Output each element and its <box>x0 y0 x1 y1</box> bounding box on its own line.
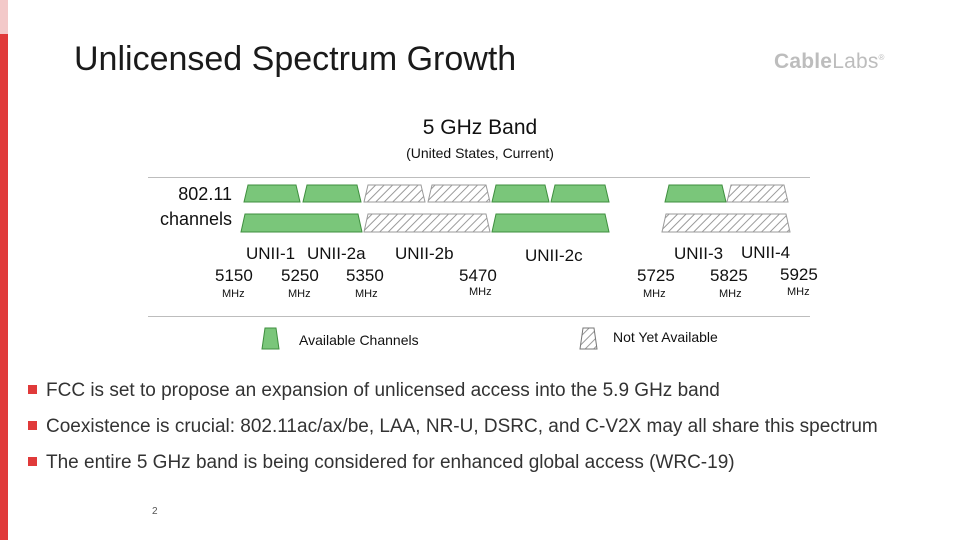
bullet-text: Coexistence is crucial: 802.11ac/ax/be, LAA, NR-U, DSRC, and C-V2X may all share this spectrum <box>46 416 878 437</box>
unit-label: MHz <box>469 286 492 298</box>
channel-not-available <box>662 214 790 232</box>
legend-available-label: Available Channels <box>299 332 419 348</box>
channel-available <box>492 214 609 232</box>
bullet-square-icon <box>28 421 37 430</box>
freq-5350: 5350 <box>346 266 384 285</box>
channel-not-available <box>364 214 490 232</box>
channel-available <box>551 185 609 202</box>
channel-available <box>241 214 362 232</box>
freq-5725: 5725 <box>637 266 675 285</box>
bullet-list <box>28 378 928 486</box>
channel-available <box>665 185 726 202</box>
band-title: 5 GHz Band <box>422 116 538 139</box>
unii-2a-label: UNII-2a <box>307 244 366 263</box>
bullet-text: The entire 5 GHz band is being considered for enhanced global access (WRC-19) <box>46 452 735 473</box>
bullet-text: FCC is set to propose an expansion of unlicensed access into the 5.9 GHz band <box>46 380 720 401</box>
unit-label: MHz <box>719 288 742 300</box>
band-subtitle: (United States, Current) <box>406 145 554 161</box>
channels-label: 802.11 channels <box>159 184 232 229</box>
legend-not-available-label: Not Yet Available <box>613 329 718 345</box>
legend-not-available-swatch <box>580 328 597 349</box>
channel-available <box>303 185 361 202</box>
unii-2b-label: UNII-2b <box>395 244 454 263</box>
unii-2c-label: UNII-2c <box>525 246 583 265</box>
page-number: 2 <box>152 506 158 517</box>
channel-not-available <box>364 185 425 202</box>
unit-label: MHz <box>355 288 378 300</box>
unit-label: MHz <box>288 288 311 300</box>
channel-not-available <box>428 185 490 202</box>
unit-label: MHz <box>222 288 245 300</box>
unit-label: MHz <box>787 286 810 298</box>
bullet-item <box>28 414 928 439</box>
unii-4-label: UNII-4 <box>741 243 791 262</box>
logo-text-labs: Labs <box>832 50 879 73</box>
bullet-square-icon <box>28 385 37 394</box>
slide-title: Unlicensed Spectrum Growth <box>74 40 517 78</box>
bullet-item <box>28 450 928 475</box>
freq-5825: 5825 <box>710 266 748 285</box>
bullet-item <box>28 378 928 403</box>
bullet-square-icon <box>28 457 37 466</box>
channel-not-available <box>727 185 788 202</box>
freq-5470: 5470 <box>459 266 497 285</box>
unii-3-label: UNII-3 <box>674 244 724 263</box>
freq-5250: 5250 <box>281 266 319 285</box>
channel-available <box>244 185 300 202</box>
logo-text-cable: Cable <box>774 50 833 73</box>
unit-label: MHz <box>643 288 666 300</box>
freq-5925: 5925 <box>780 265 818 284</box>
freq-5150: 5150 <box>215 266 253 285</box>
legend-available-swatch <box>262 328 279 349</box>
unii-1-label: UNII-1 <box>246 244 296 263</box>
logo-registered-mark: ® <box>878 53 885 62</box>
channel-available <box>492 185 549 202</box>
